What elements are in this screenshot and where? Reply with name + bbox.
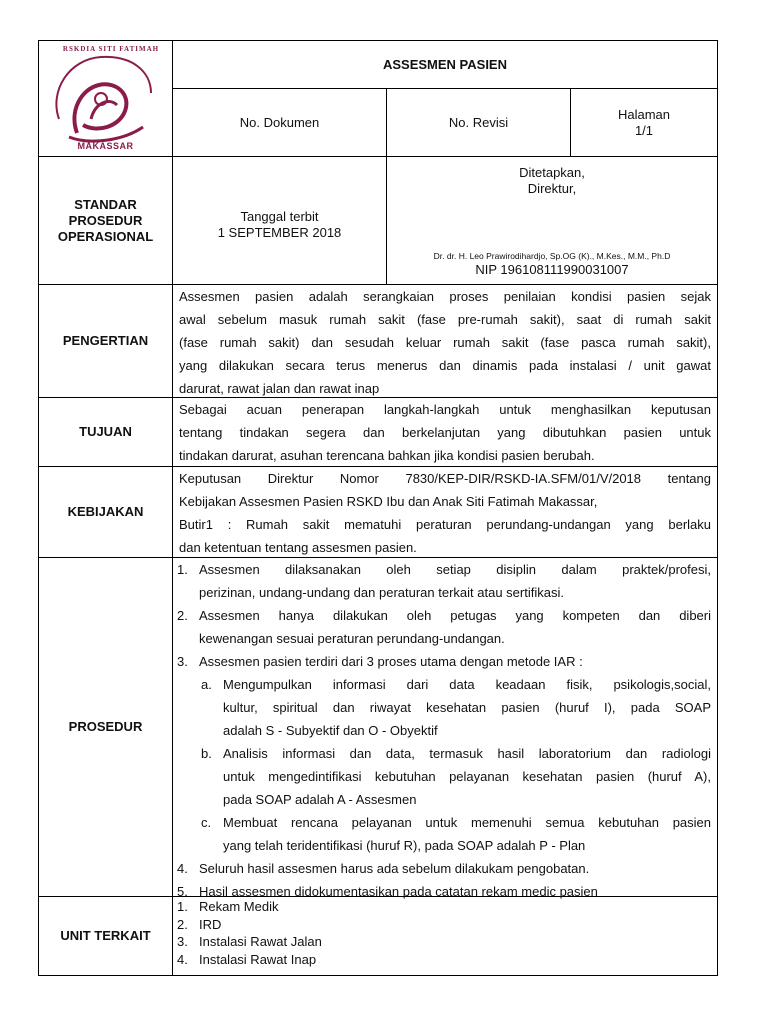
prosedur-item bbox=[175, 558, 711, 604]
prosedur-subitem-line: untuk mengedintifikasi kebutuhan pelayanan kesehatan pasien (huruf A), bbox=[223, 769, 711, 784]
unit-item-text: IRD bbox=[199, 916, 222, 932]
signer-name: Dr. dr. H. Leo Prawirodihardjo, Sp.OG (K)., M.Kes., M.M., Ph.D bbox=[433, 251, 671, 261]
prosedur-item-line: Assesmen dilaksanakan oleh setiap disiplin dalam praktek/profesi, bbox=[199, 562, 711, 577]
pengertian-line: (fase rumah sakit) dan sesudah keluar rumah sakit (fase pasca rumah sakit), bbox=[179, 335, 711, 350]
unit-item bbox=[175, 916, 711, 934]
prosedur-subitem-line: Analisis informasi dan data, termasuk hasil laboratorium dan radiologi bbox=[223, 746, 711, 761]
hospital-logo bbox=[39, 41, 172, 156]
prosedur-item-number: 3. bbox=[177, 654, 188, 669]
issue-date-cell bbox=[172, 156, 387, 285]
approval-label: Ditetapkan, bbox=[519, 165, 585, 180]
sop-line-1: STANDAR bbox=[74, 196, 137, 212]
kebijakan-line: Kebijakan Assesmen Pasien RSKD Ibu dan Anak Siti Fatimah Makassar, bbox=[179, 494, 598, 509]
unit-item-number: 2. bbox=[177, 916, 188, 932]
section-body-kebijakan bbox=[172, 466, 718, 558]
prosedur-item bbox=[175, 857, 711, 880]
page-cell bbox=[570, 88, 718, 157]
page-value: 1/1 bbox=[634, 122, 654, 138]
revision-number-label: No. Revisi bbox=[386, 88, 571, 157]
sop-line-3: OPERASIONAL bbox=[57, 228, 154, 244]
kebijakan-line: Butir1 : Rumah sakit mematuhi peraturan perundang-undangan yang berlaku bbox=[179, 517, 711, 532]
prosedur-subitem-line: yang telah teridentifikasi (huruf R), pada SOAP adalah P - Plan bbox=[223, 838, 586, 853]
unit-item bbox=[175, 951, 711, 969]
tujuan-line: Sebagai acuan penerapan langkah-langkah untuk menghasilkan keputusan bbox=[179, 402, 711, 417]
pengertian-line: awal sebelum masuk rumah sakit (fase pre-rumah sakit), saat di rumah sakit bbox=[179, 312, 711, 327]
page-label: Halaman bbox=[617, 106, 671, 122]
kebijakan-line: dan ketentuan tentang assesmen pasien. bbox=[179, 540, 417, 555]
prosedur-item-number: 4. bbox=[177, 861, 188, 876]
unit-item-text: Instalasi Rawat Jalan bbox=[199, 934, 322, 949]
section-body-pengertian bbox=[172, 284, 718, 398]
prosedur-item-line: Assesmen pasien terdiri dari 3 proses utama dengan metode IAR : bbox=[199, 654, 583, 669]
prosedur-subitem-line: kultur, spiritual dan riwayat kesehatan pasien (huruf I), pada SOAP bbox=[223, 700, 711, 715]
prosedur-item-number: 1. bbox=[177, 562, 188, 577]
unit-item bbox=[175, 898, 711, 916]
section-label-unit-terkait: UNIT TERKAIT bbox=[38, 896, 173, 976]
prosedur-item-line: kewenangan sesuai peraturan perundang-undangan. bbox=[199, 631, 505, 646]
unit-item-number: 1. bbox=[177, 899, 188, 914]
prosedur-item-number: 2. bbox=[177, 608, 188, 623]
prosedur-subitem-line: Membuat rencana pelayanan untuk memenuhi semua kebutuhan pasien bbox=[223, 815, 711, 830]
unit-item bbox=[175, 933, 711, 951]
prosedur-item-line: perizinan, undang-undang dan peraturan terkait atau sertifikasi. bbox=[199, 585, 564, 600]
pengertian-line: yang dilakukan secara terus menerus dan dinamis pada instalasi / unit gawat bbox=[179, 358, 711, 373]
prosedur-item-line: Seluruh hasil assesmen harus ada sebelum dilakukam pengobatan. bbox=[199, 861, 590, 876]
pengertian-line: darurat, rawat jalan dan rawat inap bbox=[179, 381, 380, 396]
logo-cell bbox=[38, 40, 173, 157]
prosedur-item-line: Hasil assesmen didokumentasikan pada catatan rekam medic pasien bbox=[199, 884, 598, 899]
kebijakan-line: Keputusan Direktur Nomor 7830/KEP-DIR/RSKD-IA.SFM/01/V/2018 tentang bbox=[179, 471, 711, 486]
prosedur-subitem bbox=[175, 673, 711, 742]
approval-role: Direktur, bbox=[527, 181, 577, 196]
prosedur-item bbox=[175, 650, 711, 673]
section-label-pengertian: PENGERTIAN bbox=[38, 284, 173, 398]
prosedur-subitem-line: adalah S - Subyektif dan O - Obyektif bbox=[223, 723, 438, 738]
issue-date-value: 1 SEPTEMBER 2018 bbox=[217, 224, 342, 240]
signer-nip: NIP 196108111990031007 bbox=[475, 262, 629, 277]
prosedur-item bbox=[175, 604, 711, 650]
prosedur-subitem-letter: a. bbox=[201, 677, 212, 692]
issue-date-label: Tanggal terbit bbox=[240, 208, 319, 224]
prosedur-subitem-letter: c. bbox=[201, 815, 212, 830]
sop-label-cell bbox=[38, 156, 173, 285]
section-label-prosedur: PROSEDUR bbox=[38, 557, 173, 897]
unit-item-number: 3. bbox=[177, 934, 188, 949]
prosedur-subitem-line: pada SOAP adalah A - Assesmen bbox=[223, 792, 417, 807]
prosedur-item-number: 5. bbox=[177, 884, 188, 899]
unit-item-number: 4. bbox=[177, 951, 188, 967]
section-label-tujuan: TUJUAN bbox=[38, 397, 173, 467]
section-label-kebijakan: KEBIJAKAN bbox=[38, 466, 173, 558]
unit-item-text: Instalasi Rawat Inap bbox=[199, 951, 317, 967]
doc-number-label: No. Dokumen bbox=[172, 88, 387, 157]
prosedur-subitem bbox=[175, 742, 711, 811]
prosedur-subitem-line: Mengumpulkan informasi dari data keadaan fisik, psikologis,social, bbox=[223, 677, 711, 692]
prosedur-subitem bbox=[175, 811, 711, 857]
tujuan-line: tindakan darurat, asuhan terencana bahkan jika kondisi pasien berubah. bbox=[179, 448, 595, 463]
pengertian-line: Assesmen pasien adalah serangkaian proses penilaian kondisi pasien sejak bbox=[179, 289, 711, 304]
approval-cell bbox=[386, 156, 718, 285]
doc-title: ASSESMEN PASIEN bbox=[172, 40, 718, 89]
prosedur-subitem-letter: b. bbox=[201, 746, 212, 761]
section-body-prosedur bbox=[172, 557, 718, 897]
sop-line-2: PROSEDUR bbox=[68, 212, 143, 228]
prosedur-item-line: Assesmen hanya dilakukan oleh petugas yang kompeten dan diberi bbox=[199, 608, 711, 623]
section-body-tujuan bbox=[172, 397, 718, 467]
logo-city: MAKASSAR bbox=[77, 141, 134, 151]
tujuan-line: tentang tindakan segera dan berkelanjutan yang dibutuhkan pasien untuk bbox=[179, 425, 711, 440]
section-body-unit-terkait bbox=[172, 896, 718, 976]
unit-item-text: Rekam Medik bbox=[199, 899, 279, 914]
logo-arc-text: RSKDIA SITI FATIMAH bbox=[62, 45, 160, 53]
